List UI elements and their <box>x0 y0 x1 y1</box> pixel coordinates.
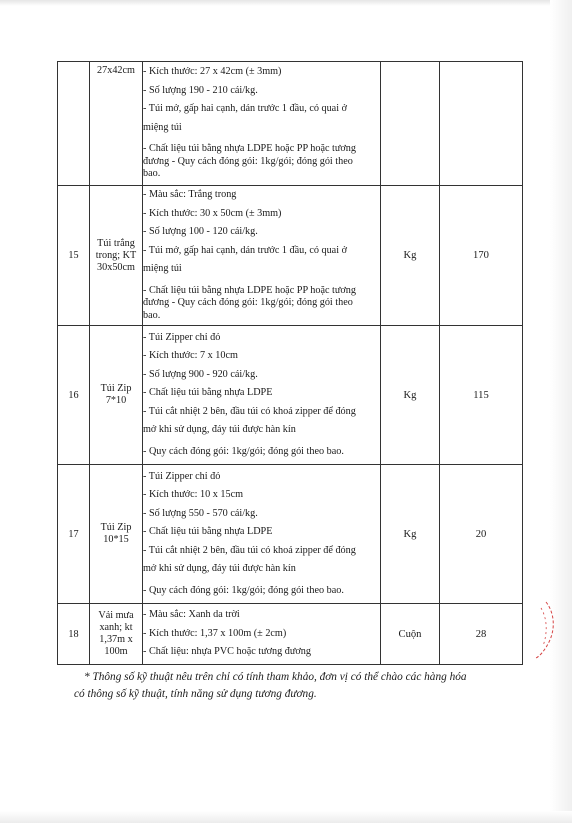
signature-mark <box>532 598 558 660</box>
item-quantity: 28 <box>440 604 523 665</box>
spec-line: đương - Quy cách đóng gói: 1kg/gói; đóng gói theo <box>143 155 353 167</box>
spec-line: - Túi mở, gấp hai cạnh, dán trước 1 đầu, có quai ở <box>143 244 347 256</box>
spec-line: mở khi sử dụng, đáy túi được hàn kín <box>143 563 296 575</box>
footnote <box>74 669 524 703</box>
table-row <box>58 604 523 665</box>
row-number: 15 <box>58 186 90 326</box>
spec-line: - Quy cách đóng gói: 1kg/gói; đóng gói theo bao. <box>143 584 344 596</box>
table-row <box>58 62 523 186</box>
item-quantity: 20 <box>440 465 523 604</box>
table-row <box>58 465 523 604</box>
row-number: 17 <box>58 465 90 604</box>
item-name <box>90 62 143 186</box>
spec-line: - Số lượng 100 - 120 cái/kg. <box>143 226 258 237</box>
spec-line: - Kích thước: 1,37 x 100m (± 2cm) <box>143 627 287 639</box>
item-name-line: 10*15 <box>103 534 129 545</box>
spec-line: - Màu sắc: Trắng trong <box>143 189 237 200</box>
item-quantity: 170 <box>440 186 523 326</box>
spec-line: - Kích thước: 7 x 10cm <box>143 350 238 362</box>
spec-line: - Chất liệu túi bằng nhựa LDPE <box>143 387 273 399</box>
item-unit: Cuộn <box>381 604 440 665</box>
scan-edge-top <box>0 0 572 6</box>
spec-line: bao. <box>143 309 161 321</box>
spec-line: - Túi cắt nhiệt 2 bên, đầu túi có khoá zipper để đóng <box>143 544 356 556</box>
row-number: 18 <box>58 604 90 665</box>
item-unit: Kg <box>381 186 440 326</box>
spec-line: - Túi Zipper chỉ đỏ <box>143 470 221 482</box>
spec-line: mở khi sử dụng, đáy túi được hàn kín <box>143 424 296 436</box>
spec-table <box>57 61 523 665</box>
item-name-line: Túi trắng <box>97 237 135 249</box>
spec-line: - Túi cắt nhiệt 2 bên, đầu túi có khoá zipper để đóng <box>143 405 356 417</box>
item-name <box>90 186 143 326</box>
item-name-line: Túi Zip <box>100 522 132 533</box>
spec-line: - Màu sắc: Xanh da trời <box>143 609 240 621</box>
spec-line: - Chất liệu túi bằng nhựa LDPE hoặc PP hoặc tương <box>143 143 356 155</box>
spec-line: - Số lượng 900 - 920 cái/kg. <box>143 368 258 380</box>
spec-line: đương - Quy cách đóng gói: 1kg/gói; đóng gói theo <box>143 297 353 308</box>
item-name <box>90 465 143 604</box>
item-name-line: 7*10 <box>105 395 127 406</box>
spec-line: - Quy cách đóng gói: 1kg/gói; đóng gói theo bao. <box>143 445 344 457</box>
item-name <box>90 604 143 665</box>
item-spec <box>143 186 381 326</box>
item-name-line: xanh; kt <box>99 622 133 633</box>
item-spec <box>143 465 381 604</box>
item-unit: Kg <box>381 465 440 604</box>
spec-line: - Chất liệu túi bằng nhựa LDPE <box>143 526 273 538</box>
item-spec <box>143 604 381 665</box>
item-name-line: trong; KT <box>95 249 137 261</box>
spec-line: - Số lượng 190 - 210 cái/kg. <box>143 84 258 96</box>
spec-line: - Kích thước: 10 x 15cm <box>143 489 244 501</box>
item-name-line: Vải mưa <box>98 610 134 621</box>
spec-line: miệng túi <box>143 121 182 133</box>
item-name-line: 100m <box>104 646 128 657</box>
footnote-line: * Thông số kỹ thuật nêu trên chỉ có tính tham khảo, đơn vị có thể chào các hàng hóa <box>84 671 467 683</box>
item-unit <box>381 62 440 186</box>
table-row <box>58 186 523 326</box>
scan-edge-right <box>550 0 572 823</box>
spec-line: - Số lượng 550 - 570 cái/kg. <box>143 507 258 519</box>
item-name-line: Túi Zip <box>100 383 132 394</box>
item-quantity <box>440 62 523 186</box>
item-unit: Kg <box>381 326 440 465</box>
item-name <box>90 326 143 465</box>
item-name-line: 30x50cm <box>97 261 135 273</box>
scan-edge-bottom <box>0 811 572 823</box>
item-quantity: 115 <box>440 326 523 465</box>
item-spec <box>143 326 381 465</box>
spec-line: - Túi Zipper chỉ đỏ <box>143 331 221 343</box>
footnote-line: có thông số kỹ thuật, tính năng sử dụng tương đương. <box>74 688 317 700</box>
item-name-line: 27x42cm <box>97 65 135 76</box>
row-number <box>58 62 90 186</box>
table-row <box>58 326 523 465</box>
row-number: 16 <box>58 326 90 465</box>
spec-line: bao. <box>143 168 161 180</box>
spec-line: - Kích thước: 30 x 50cm (± 3mm) <box>143 207 282 219</box>
spec-line: - Kích thước: 27 x 42cm (± 3mm) <box>143 66 282 78</box>
item-spec <box>143 62 381 186</box>
spec-line: miệng túi <box>143 263 182 274</box>
spec-line: - Chất liệu: nhựa PVC hoặc tương đương <box>143 646 311 658</box>
item-name-line: 1,37m x <box>99 634 133 645</box>
spec-line: - Chất liệu túi bằng nhựa LDPE hoặc PP hoặc tương <box>143 284 356 296</box>
spec-line: - Túi mở, gấp hai cạnh, dán trước 1 đầu, có quai ở <box>143 103 347 115</box>
